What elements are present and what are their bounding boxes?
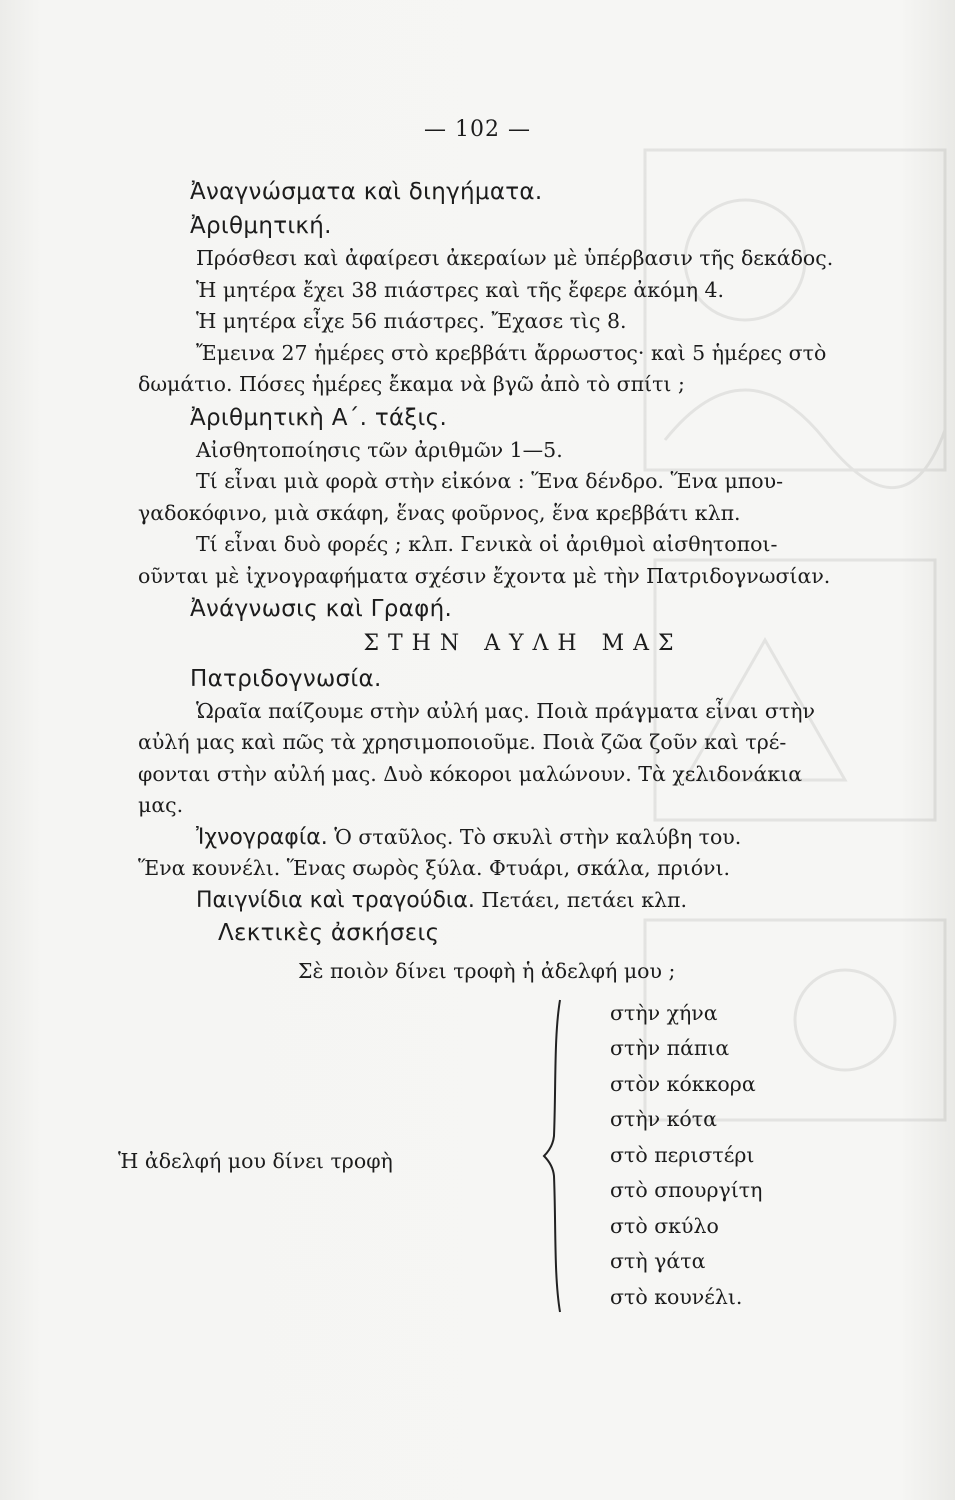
- text-line: Τί εἶναι δυὸ φορές ; κλπ. Γενικὰ οἱ ἀριθμοὶ αἰσθητοποι-: [196, 532, 778, 556]
- brace-icon: [538, 996, 568, 1316]
- list-item: στὸ περιστέρι: [610, 1142, 755, 1167]
- exercise-lead-sentence: Ἡ ἀδελφή μου δίνει τροφὴ: [118, 1148, 393, 1173]
- exercises-heading: Λεκτικὲς ἀσκήσεις: [218, 920, 440, 946]
- text-line: γαδοκόφινο, μιὰ σκάφη, ἕνας φοῦρνος, ἕνα κρεββάτι κλπ.: [138, 500, 741, 525]
- text-line: Ἕνα κουνέλι. Ἕνας σωρὸς ξύλα. Φτυάρι, σκάλα, πριόνι.: [138, 856, 731, 880]
- arithmetic-heading: Ἀριθμητική.: [190, 213, 332, 239]
- text-line: Ἡ μητέρα εἶχε 56 πιάστρες. Ἔχασε τὶς 8.: [196, 309, 627, 333]
- text-line: Πρόσθεσι καὶ ἀφαίρεσι ἀκεραίων μὲ ὑπέρβασιν τῆς δεκάδος.: [196, 246, 834, 270]
- list-item: στὴν πάπια: [610, 1036, 730, 1060]
- list-item: στὸ σπουργίτη: [610, 1178, 763, 1202]
- list-item: στὸ σκύλο: [610, 1213, 719, 1238]
- text-line: αὐλή μας καὶ πῶς τὰ χρησιμοποιοῦμε. Ποιὰ ζῶα ζοῦν καὶ τρέ-: [138, 730, 787, 754]
- list-item: στὸ κουνέλι.: [610, 1284, 743, 1309]
- page-number: — 102 —: [424, 117, 531, 142]
- text-line: Ὡραῖα παίζουμε στὴν αὐλή μας. Ποιὰ πράγματα εἶναι στὴν: [196, 698, 815, 723]
- text-line: Αἰσθητοποίησις τῶν ἀριθμῶν 1—5.: [196, 437, 563, 462]
- list-item: στὸν κόκκορα: [610, 1071, 756, 1096]
- drawing-paragraph: [138, 822, 908, 885]
- exercise-block: [118, 996, 908, 1326]
- reading-writing-heading: Ἀνάγνωσις καὶ Γραφή.: [190, 596, 453, 622]
- arithmetic-a-heading: Ἀριθμητικὴ Α΄. τάξις.: [190, 404, 448, 431]
- exercise-question: Σὲ ποιὸν δίνει τροφὴ ἡ ἀδελφή μου ;: [298, 959, 676, 983]
- drawing-heading: Ἰχνογραφία.: [196, 824, 328, 850]
- text-line: δωμάτιο. Πόσες ἡμέρες ἔκαμα νὰ βγῶ ἀπὸ τὸ σπίτι ;: [138, 372, 685, 396]
- list-item: στὴν χήνα: [610, 1000, 718, 1025]
- homeland-paragraph: [138, 696, 908, 822]
- text-line: φονται στὴν αὐλή μας. Δυὸ κόκοροι μαλώνουν. Τὰ χελιδονάκια: [138, 761, 803, 786]
- arithmetic-paragraph: [138, 243, 908, 401]
- drawing-line: [138, 822, 908, 854]
- games-paragraph: [138, 885, 908, 917]
- arithmetic-a-paragraph: [138, 435, 908, 593]
- exercise-options-list: [610, 996, 762, 1316]
- text-line: μας.: [138, 793, 184, 817]
- list-item: στὴν κότα: [610, 1107, 717, 1131]
- games-heading: Παιγνίδια καὶ τραγούδια.: [196, 887, 475, 913]
- text-line: Τί εἶναι μιὰ φορὰ στὴν εἰκόνα : Ἕνα δένδρο. Ἕνα μπου-: [196, 469, 784, 493]
- text-line: Ἔμεινα 27 ἡμέρες στὸ κρεββάτι ἄρρωστος· καὶ 5 ἡμέρες στὸ: [196, 340, 827, 365]
- text-line: Ἡ μητέρα ἔχει 38 πιάστρες καὶ τῆς ἔφερε ἀκόμη 4.: [196, 277, 725, 302]
- homeland-heading: Πατριδογνωσία.: [190, 665, 382, 692]
- text-line: οῦνται μὲ ἰχνογραφήματα σχέσιν ἔχοντα μὲ τὴν Πατριδογνωσίαν.: [138, 563, 831, 588]
- section-heading-readings: Ἀναγνώσματα καὶ διηγήματα.: [190, 179, 543, 205]
- drawing-text: Ὁ σταῦλος. Τὸ σκυλὶ στὴν καλύβη του.: [334, 824, 742, 849]
- lesson-title: ΣΤΗΝ ΑΥΛΗ ΜΑΣ: [363, 631, 683, 656]
- page-content: [118, 175, 908, 1326]
- games-text: Πετάει, πετάει κλπ.: [481, 887, 688, 912]
- games-line: [138, 885, 908, 917]
- list-item: στὴ γάτα: [610, 1249, 706, 1273]
